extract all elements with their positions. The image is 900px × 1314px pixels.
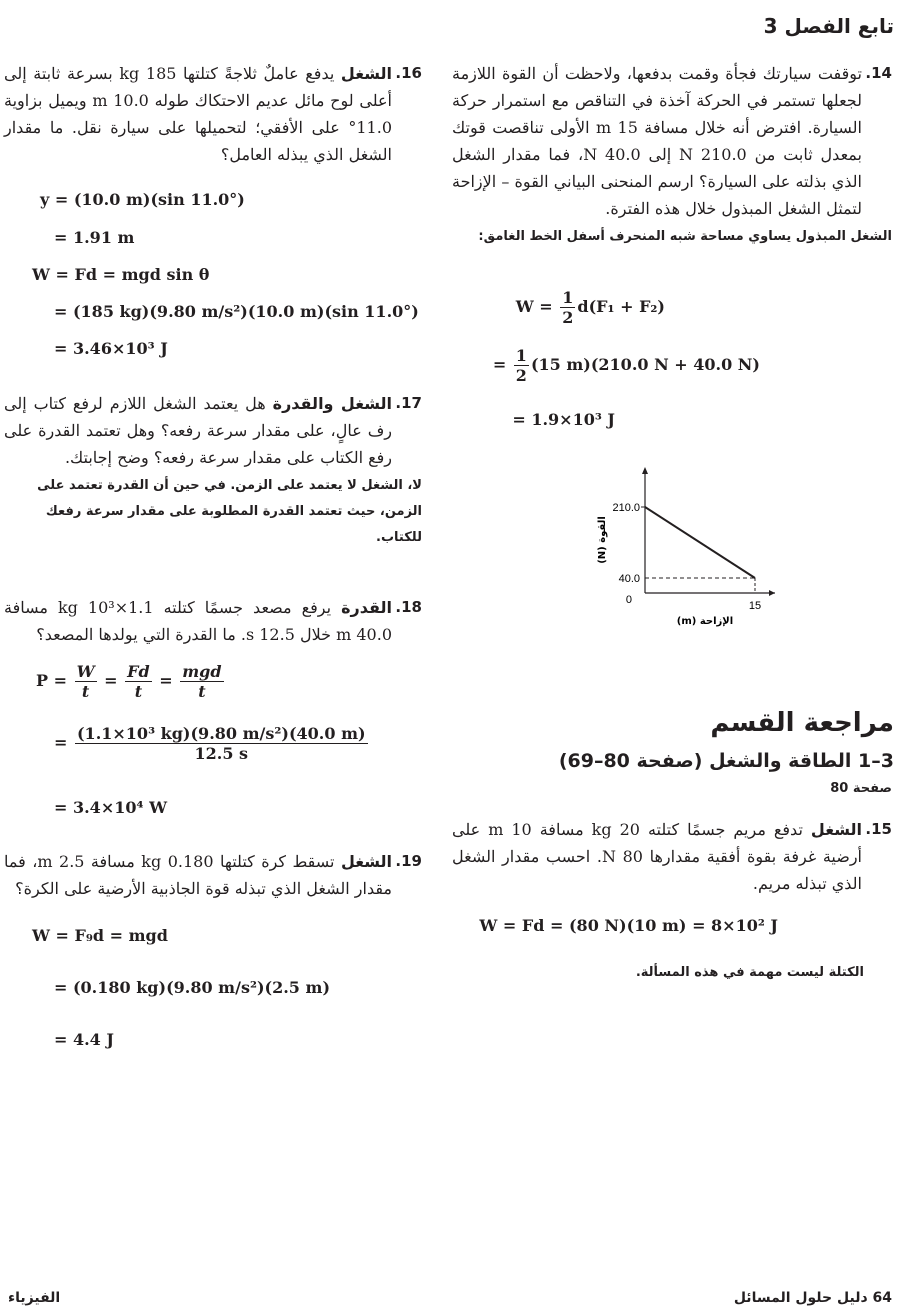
problem-number: 17.: [395, 394, 422, 412]
problem-15-block: [452, 816, 892, 897]
problem-number: 18.: [395, 598, 422, 616]
tick-15: 15: [748, 600, 762, 612]
problem-17: 17. الشغل والقدرة هل يعتمد الشغل اللازم لرفع كتاب إلى رف عالٍ، على مقدار سرعة رفعه؟ وهل تعتمد القدرة على رفع الكتاب على مقدار سرعة رفعه؟ وضح إجابتك.: [4, 390, 422, 471]
problem-number: 15.: [865, 820, 892, 838]
chapter-title: تابع الفصل 3: [763, 14, 894, 38]
p16-eq4: = (185 kg)(9.80 m/s²)(10.0 m)(sin 11.0°): [54, 302, 419, 321]
p15-note: الكتلة ليست مهمة في هذه المسألة.: [635, 965, 864, 980]
force-line: [645, 507, 755, 578]
footer-subject: الفيزياء: [8, 1290, 61, 1306]
x-axis-label: الإزاحة (m): [676, 616, 734, 627]
half-fraction: $\frac{1}{2}$: [562, 288, 574, 327]
p19-eq1: W = F₉d = mgd: [32, 926, 168, 945]
p19-eq2: = (0.180 kg)(9.80 m/s²)(2.5 m): [54, 978, 331, 997]
problem-16: 16. الشغل يدفع عاملٌ ثلاجةً كتلتها 185 kg بسرعة ثابتة إلى أعلى لوح مائل عديم الاحتكاك طوله 10.0 m ويميل بزاوية 11.0° على الأفقي؛ لتحميلها على سيارة نقل. ما مقدار الشغل الذي يبذله العامل؟: [4, 60, 422, 168]
problem-number: 14.: [865, 64, 892, 82]
problem-text: توقفت سيارتك فجأة وقمت بدفعها، ولاحظت أن القوة اللازمة لجعلها تستمر في الحركة آخذة في التناقص مع استمرار حركة السيارة. افترض أنه خلال مسافة 15 m الأولى تناقصت قوتك بمعدل ثابت من 210.0 N إلى 40.0 N، فما مقدار الشغل الذي بذلته على السيارة؟ ارسم المنحنى البياني القوة – الإزاحة لتمثل الشغل المبذول خلال هذه الفترة.: [452, 64, 862, 218]
p16-eq3: W = Fd = mgd sin θ: [32, 265, 210, 284]
section-review-title: مراجعة القسم: [710, 708, 894, 738]
solution-note: الشغل المبذول يساوي مساحة شبه المنحرف أسفل الخط الغامق:: [478, 229, 892, 244]
tick-0: 0: [625, 594, 632, 606]
problem-19-block: [4, 848, 422, 902]
tick-40: 40.0: [618, 573, 640, 585]
p14-equation-3: = 1.9×10³ J: [512, 410, 615, 429]
p18-eq3: = 3.4×10⁴ W: [54, 798, 168, 817]
p14-equation-1: W = $\frac{1}{2}$ d(F₁ + F₂): [515, 288, 665, 327]
p19-eq3: = 4.4 J: [54, 1030, 114, 1049]
problem-number: 19.: [395, 852, 422, 870]
page-reference: صفحة 80: [830, 781, 892, 796]
p14-equation-2: = $\frac{1}{2}$ (15 m)(210.0 N + 40.0 N): [492, 346, 760, 385]
p16-eq2: = 1.91 m: [54, 228, 135, 247]
left-column: [4, 60, 422, 168]
right-column: [452, 60, 892, 250]
problem-14: [452, 60, 892, 222]
p16-eq1: y = (10.0 m)(sin 11.0°): [40, 190, 245, 209]
tick-210: 210.0: [612, 502, 640, 514]
problem-number: 16.: [395, 64, 422, 82]
p18-eq2: = $\frac{\text{(1.1×10³ kg)(9.80 m/s²)(40.0 m)}}{12.5 s}$: [54, 724, 366, 763]
p16-eq5: = 3.46×10³ J: [54, 339, 168, 358]
p18-eq1: P = $\frac{W}{t}$ = $\frac{Fd}{t}$ = $\frac{\text{mgd}}{t}$: [36, 662, 222, 701]
force-displacement-graph: [585, 465, 795, 630]
problem-18-block: [4, 594, 422, 648]
problem-19: 19. الشغل تسقط كرة كتلتها 0.180 kg مسافة 2.5 m، فما مقدار الشغل الذي تبذله قوة الجاذبية الأرضية على الكرة؟: [4, 848, 422, 902]
problem-18: 18. القدرة يرفع مصعد جسمًا كتلته 1.1×10³ kg مسافة 40.0 m خلال 12.5 s. ما القدرة التي يولدها المصعد؟: [4, 594, 422, 648]
y-axis-label: القوة (N): [597, 516, 608, 564]
problem-15: 15. الشغل تدفع مريم جسمًا كتلته 20 kg مسافة 10 m على أرضية غرفة بقوة أفقية مقدارها 80 N. احسب مقدار الشغل الذي تبذله مريم.: [452, 816, 892, 897]
section-subtitle: 3–1 الطاقة والشغل (صفحة 80–69): [558, 750, 894, 772]
p15-equation: W = Fd = (80 N)(10 m) = 8×10² J: [479, 916, 778, 935]
p17-note: لا، الشغل لا يعتمد على الزمن. في حين أن القدرة تعتمد على الزمن، حيث تعتمد القدرة المطلوبة على مقدار سرعة رفعك للكتاب.: [37, 478, 422, 545]
footer-guide: 64 دليل حلول المسائل: [733, 1290, 892, 1306]
problem-17-block: [4, 390, 422, 551]
